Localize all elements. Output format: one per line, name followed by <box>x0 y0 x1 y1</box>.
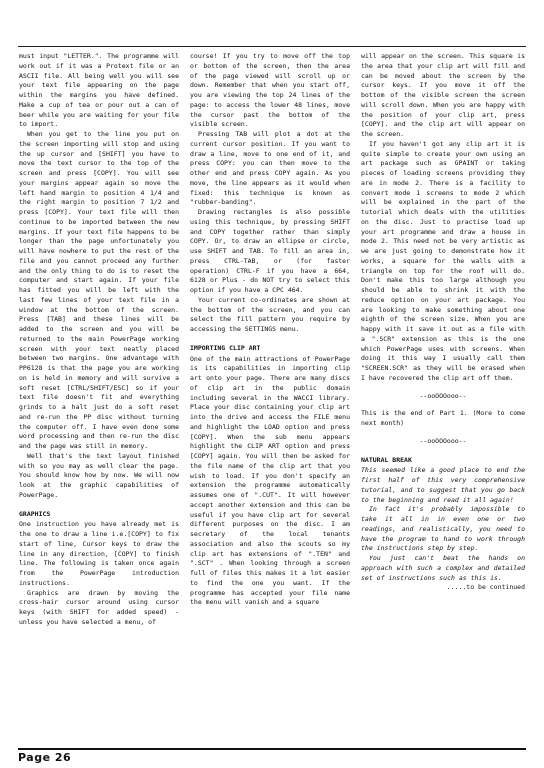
top-rule <box>18 46 526 47</box>
section-heading-graphics: GRAPHICS <box>19 509 51 518</box>
separator: --ooOOOooo-- <box>419 391 467 400</box>
paragraph: When you get to the line you put on the screen importing will stop and using the up cursor and [SHIFT] you have to move the text cursor to the top of the screen and press [COPY]. You will see your margins appear again so move the left hand margin to position 4 1/4 and the right margin to position 7 1/2 and press [COPY]. Your text file will then continue to be imported between the new margins. If your text file happens to be longer than the page unfortunately you will have nowhere to put the rest of the file and you cannot proceed any further and the only thing to do is to reset the computer and start again. If your file has fitted you will be left with the last few lines of your text file in a window at the bottom of the screen. Press [TAB] and these lines will be added to the screen and you will be returned to the main PowerPage working screen with your text neatly placed between two margins. One advantage with PP6128 is that the page you are working on is held in memory and will survive a soft reset [CTRL/SHIFT/ESC] so if your text file doesn't fit and everything grinds to a halt just do a soft reset and re-run the PP disc without turning the computer off. I have even done some word processing and then re-run the disc and the page was still in memory. <box>19 130 179 450</box>
column-3 <box>361 52 525 593</box>
section-heading-natural-break: NATURAL BREAK <box>361 455 412 464</box>
section-heading-clip-art: IMPORTING CLIP ART <box>190 343 261 352</box>
paragraph: Your current co-ordinates are shown at the bottom of the screen, and you can select the fill pattern you require by accessing the SETTINGS menu. <box>190 295 350 333</box>
separator: --ooOOOooo-- <box>419 436 467 445</box>
paragraph: Well that's the text layout finished with so you may as well clear the page. You should know how by now. We will now look at the graphic capabilities of PowerPage. <box>19 451 179 499</box>
paragraph: One instruction you have already met is the one to draw a line i.e.[COPY] to fix start of line, Cursor keys to draw the line in any direction, [COPY] to finish line. The following is taken once again from the PowerPage introduction instructions. <box>19 520 179 587</box>
footer-rule <box>18 748 526 750</box>
paragraph: Pressing TAB will plot a dot at the current cursor position. If you want to draw a line, move to one end of it, and press COPY: you can then move to the other end and press COPY again. As you move, the line appears as it would when fixed: this technique is known as "rubber-banding". <box>190 130 350 207</box>
paragraph: If you haven't got any clip art it is quite simple to create your own using an art package such as GPAINT or taking pieces of loading screens providing they are in mode 2. There is a facility to convert mode 1 screens to mode 2 which will be explained in the part of the tutorial which deals with the utilities on the disc. Just to practise load up your art programme and draw a house in mode 2. This need not be very artistic as we are just going to demonstrate how it works, a square for the walls with a triangle on top for the roof will do. Don't make this too large although you should be able to shrink it with the reduce option on your art package. You are looking to make something about one eighth of the screen size. When you are happy with it save it out as a file with a ".SCR" extension as this is the one which PowerPage uses with screens. When doing it this way I usually call them "SCREEN.SCR" as they will be erased when I have recovered the clip art off them. <box>361 139 525 382</box>
paragraph: This seemed like a good place to end the first half of this very comprehensive tutorial, and to suggest that you go back to the beginning and read it all again! <box>361 466 525 504</box>
to-be-continued: .....to be continued <box>446 583 525 592</box>
paragraph: will appear on the screen. This square is the area that your clip art will fill and can be moved about the screen by the cursor keys. If you move it off the bottom of the visible screen the screen will scroll down. When you are happy with the position of your clip art, press [COPY]. and the clip art will appear on the screen. <box>361 52 525 138</box>
paragraph: Graphics are drawn by moving the cross-hair cursor around using cursor keys (with SHIFT for added speed) - unless you have selected a menu, of <box>19 588 179 626</box>
column-2 <box>190 52 350 608</box>
column-1 <box>19 52 179 628</box>
paragraph: This is the end of Part 1. (More to come next month) <box>361 409 525 427</box>
page-number: Page 26 <box>18 751 72 764</box>
paragraph: You just can't beat the hands on approach with such a complex and detailed set of instructions such as this is. <box>361 554 525 582</box>
paragraph: must input "LETTER.". The programme will work out if it was a Protext file or an ASCII file. All being well you will see your text file appearing on the page within the margins you have defined. Make a cup of tea or pour out a can of beer while you are waiting for your file to import. <box>19 52 179 129</box>
paragraph: course! If you try to move off the top or bottom of the screen, then the area of the page viewed will scroll up or down. Remember that when you start off, you are viewing the top 24 lines of the page: to access the lower 48 lines, move the cursor past the bottom of the visible screen. <box>190 52 350 129</box>
paragraph: Drawing rectangles is also possible using this technique, by pressing SHIFT and COPY together rather than simply COPY. Or, to draw an ellipse or circle, use SHIFT and TAB. To fill an area in, press CTRL-TAB, or (for faster operation) CTRL-F if you have a 664, 6128 or Plus - do NOT try to select this option if you have a CPC 464. <box>190 208 350 294</box>
paragraph: One of the main attractions of PowerPage is its capabilities in importing clip art onto your page. There are many discs of clip art in the public domain including several in the WACCI library. Place your disc containing your clip art into the drive and access the FILE menu and highlight the LOAD option and press [COPY]. When the sub menu appears highlight the CLIP ART option and press [COPY] again. You will then be asked for the file name of the clip art that you wish to load. If you don't specify an extension the programme automatically assumes one of ".CUT". It will however accept another extension and this can be useful if you have clip art for several different purposes on the disc. I am secretary of the local tenants association and also the scouts so my clip art has extensions of ".TEN" and ".SCT" . When looking through a screen full of files this makes it a lot easier to find the one you want. If the programme has accepted your file name the menu will vanish and a square <box>190 354 350 607</box>
paragraph: In fact it's probably impossible to take it all in in even one or two readings, and realistically, you need to have the program to hand to work through the instructions step by step. <box>361 505 525 553</box>
